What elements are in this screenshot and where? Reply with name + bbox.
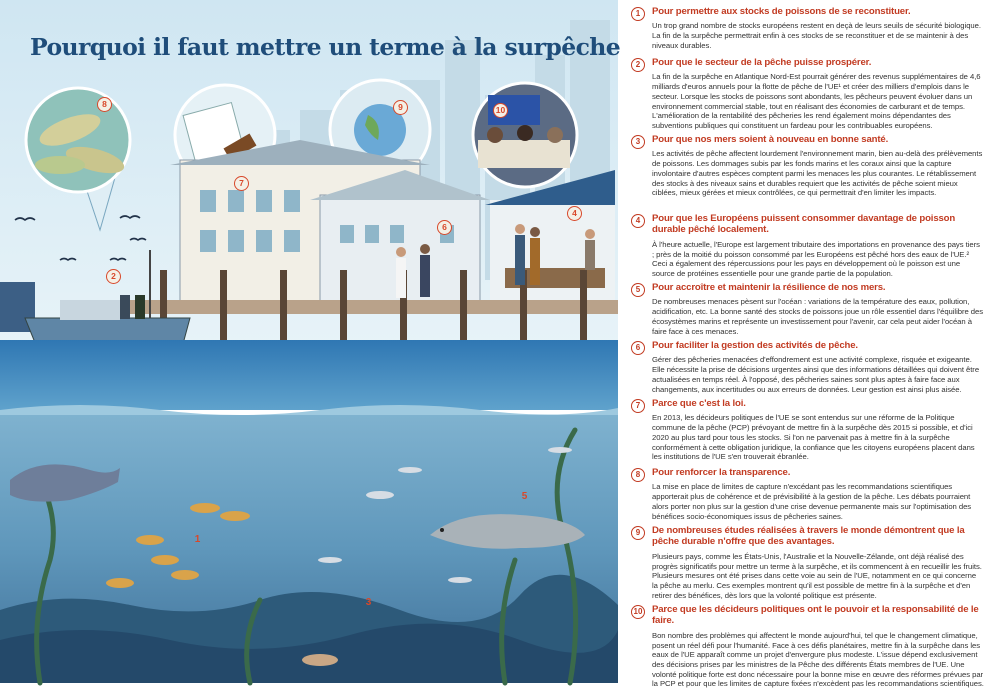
reason-number: 7 bbox=[631, 399, 645, 413]
reason-item bbox=[628, 282, 984, 340]
reason-text: Les activités de pêche affectent lourdement l'environnement marin, bien au-delà des prélèvements de poissons. Les dommages subis par les fonds marins et les coraux ainsi que la capture involontaire d'autres espèces comptent parmi les menaces les plus courantes. Le rétablissement des stocks à des niveaux sains et durables requiert que les activités de pêche soient mieux ciblées, mieux gérées et mieux contrôlées, ce qui permettrait d'en limiter les impacts. bbox=[652, 149, 983, 198]
reason-number: 10 bbox=[631, 605, 645, 619]
reason-title: Parce que c'est la loi. bbox=[652, 398, 746, 409]
reason-title: De nombreuses études réalisées à travers le monde démontrent que la pêche durable n'offre que des avantages. bbox=[652, 525, 965, 548]
reason-item bbox=[628, 604, 984, 689]
callout-2: 2 bbox=[106, 269, 121, 284]
reason-item bbox=[628, 6, 984, 57]
reason-title: Parce que les décideurs politiques ont le pouvoir et la responsabilité de le faire. bbox=[652, 604, 979, 627]
flatfish bbox=[302, 654, 338, 666]
reason-title: Pour permettre aux stocks de poissons de se reconstituer. bbox=[652, 6, 911, 17]
reason-number: 9 bbox=[631, 526, 645, 540]
reason-title: Pour faciliter la gestion des activités de pêche. bbox=[652, 340, 858, 351]
reason-title: Pour que nos mers soient à nouveau en bonne santé. bbox=[652, 134, 889, 145]
reason-text: La fin de la surpêche en Atlantique Nord-Est pourrait générer des revenus supplémentaires de 4,6 milliards d'euros annuels pour la flotte de pêche de l'UE¹ et créer des milliers d'emplois dans le secteur. Lorsque les stocks de poissons sont abondants, les pêcheurs peuvent évoluer dans un environnement commercial stable, tout en réalisant des économies de carburant et de temps. L'amélioration de la rentabilité des pêcheries les rend également moins dépendantes des subventions publiques qui constituent un fardeau pour les contribuables européens. bbox=[652, 72, 981, 130]
reason-item bbox=[628, 525, 984, 604]
reason-item bbox=[628, 134, 984, 213]
reason-title: Pour que le secteur de la pêche puisse prospérer. bbox=[652, 57, 872, 68]
reason-text: À l'heure actuelle, l'Europe est largement tributaire des importations en provenance des pays tiers ; près de la moitié du poisson consommé par les Européens est pêché hors des eaux de l'UE.² Ceci a également des répercussions pour les pays en développement où le poisson est une source de protéines essentielle pour une grande partie de la population. bbox=[652, 239, 980, 278]
reason-text: En 2013, les décideurs politiques de l'UE se sont entendus sur une réforme de la Politique commune de la pêche (PCP) prévoyant de mettre fin à la surpêche dès 2015 si possible, et d'ici 2020 au plus tard pour tous les stocks. Si l'on ne parvenait pas à mettre fin à la surpêche conformément à cette obligation juridique, la confiance que les citoyens européens placent dans les institutions de l'UE s'en trouverait ébranlée. bbox=[652, 413, 975, 462]
page-title: Pourquoi il faut mettre un terme à la surpêche bbox=[30, 33, 621, 61]
reasons-list bbox=[628, 6, 984, 689]
callout-10: 10 bbox=[493, 103, 508, 118]
reason-title: Pour accroître et maintenir la résilience de nos mers. bbox=[652, 282, 886, 293]
callout-6: 6 bbox=[437, 220, 452, 235]
callout-5: 5 bbox=[521, 490, 528, 502]
pier bbox=[120, 300, 618, 314]
callout-1: 1 bbox=[194, 533, 201, 545]
callout-7: 7 bbox=[234, 176, 249, 191]
reason-number: 1 bbox=[631, 7, 645, 21]
reason-number: 5 bbox=[631, 283, 645, 297]
reason-text: La mise en place de limites de capture n'excédant pas les recommandations scientifiques apporterait plus de cohérence et de prévisibilité à la gestion de la pêche. Les débats pourraient alors porter non plus sur la gestion d'une crise devenue permanente mais sur l'optimisation des bénéfices socio-économiques issus de pêcheries saines. bbox=[652, 482, 972, 521]
reason-text: De nombreuses menaces pèsent sur l'océan : variations de la température des eaux, pollution, acidification, etc. La bonne santé des stocks de poissons joue un rôle essentiel dans l'équilibre des écosystèmes marins et représente un investissement pour l'avenir, car cela peut aider l'océan à faire face à ces menaces. bbox=[652, 297, 984, 336]
reason-item bbox=[628, 398, 984, 467]
callout-8: 8 bbox=[97, 97, 112, 112]
reason-text: Gérer des pêcheries menacées d'effondrement est une activité complexe, risquée et exigeante. Elle nécessite la prise de décisions urgentes ainsi que des informations détaillées qui doivent être actualisées en temps réel. À l'opposé, des pêcheries saines sont plus aptes à faire face aux changements, aux incertitudes ou aux erreurs de données. Leur gestion est ainsi plus aisée. bbox=[652, 355, 980, 394]
reason-number: 3 bbox=[631, 135, 645, 149]
reason-number: 4 bbox=[631, 214, 645, 228]
reason-item bbox=[628, 57, 984, 134]
reason-text: Bon nombre des problèmes qui affectent le monde aujourd'hui, tel que le changement climatique, posent un réel défi pour l'humanité. Face à ces défis planétaires, mettre fin à la surpêche dans les eaux de l'UE apparaît comme un projet d'envergure plus modeste. L'issue dépend exclusivement des décisions prises par les ministres de la Pêche des différents États membres de l'UE. Une volonté politique forte est donc nécessaire pour la bonne mise en œuvre des réformes prévues par la PCP et pour que les limites de capture fixées n'excèdent pas les recommandations scientifiques. bbox=[652, 630, 984, 689]
reason-text: Un trop grand nombre de stocks européens restent en deçà de leurs seuils de sécurité biologique. La fin de la surpêche permettrait enfin à ces stocks de se reconstituer et de se maintenir à des niveaux durables. bbox=[652, 21, 981, 50]
reason-item bbox=[628, 213, 984, 282]
reason-title: Pour que les Européens puissent consommer davantage de poisson durable pêché localement. bbox=[652, 213, 956, 236]
callout-9: 9 bbox=[393, 100, 408, 115]
sea-surface bbox=[0, 340, 618, 410]
callout-4: 4 bbox=[567, 206, 582, 221]
reason-text: Plusieurs pays, comme les États-Unis, l'Australie et la Nouvelle-Zélande, ont déjà réalisé des progrès significatifs pour mettre un terme à la surpêche, et ils commencent à en recueillir les fruits. Plusieurs mesures ont été prises dans cette voie au sein de l'UE, notamment en ce qui concerne la pêche au merlu. Ces exemples montrent qu'il est possible de mettre fin à la surpêche et d'en retirer des bénéfices, dès lors que la volonté politique est présente. bbox=[652, 551, 982, 600]
reason-item bbox=[628, 340, 984, 398]
callout-3: 3 bbox=[365, 596, 372, 608]
reason-item bbox=[628, 467, 984, 525]
reason-number: 6 bbox=[631, 341, 645, 355]
reason-number: 8 bbox=[631, 468, 645, 482]
reason-number: 2 bbox=[631, 58, 645, 72]
reason-title: Pour renforcer la transparence. bbox=[652, 467, 791, 478]
